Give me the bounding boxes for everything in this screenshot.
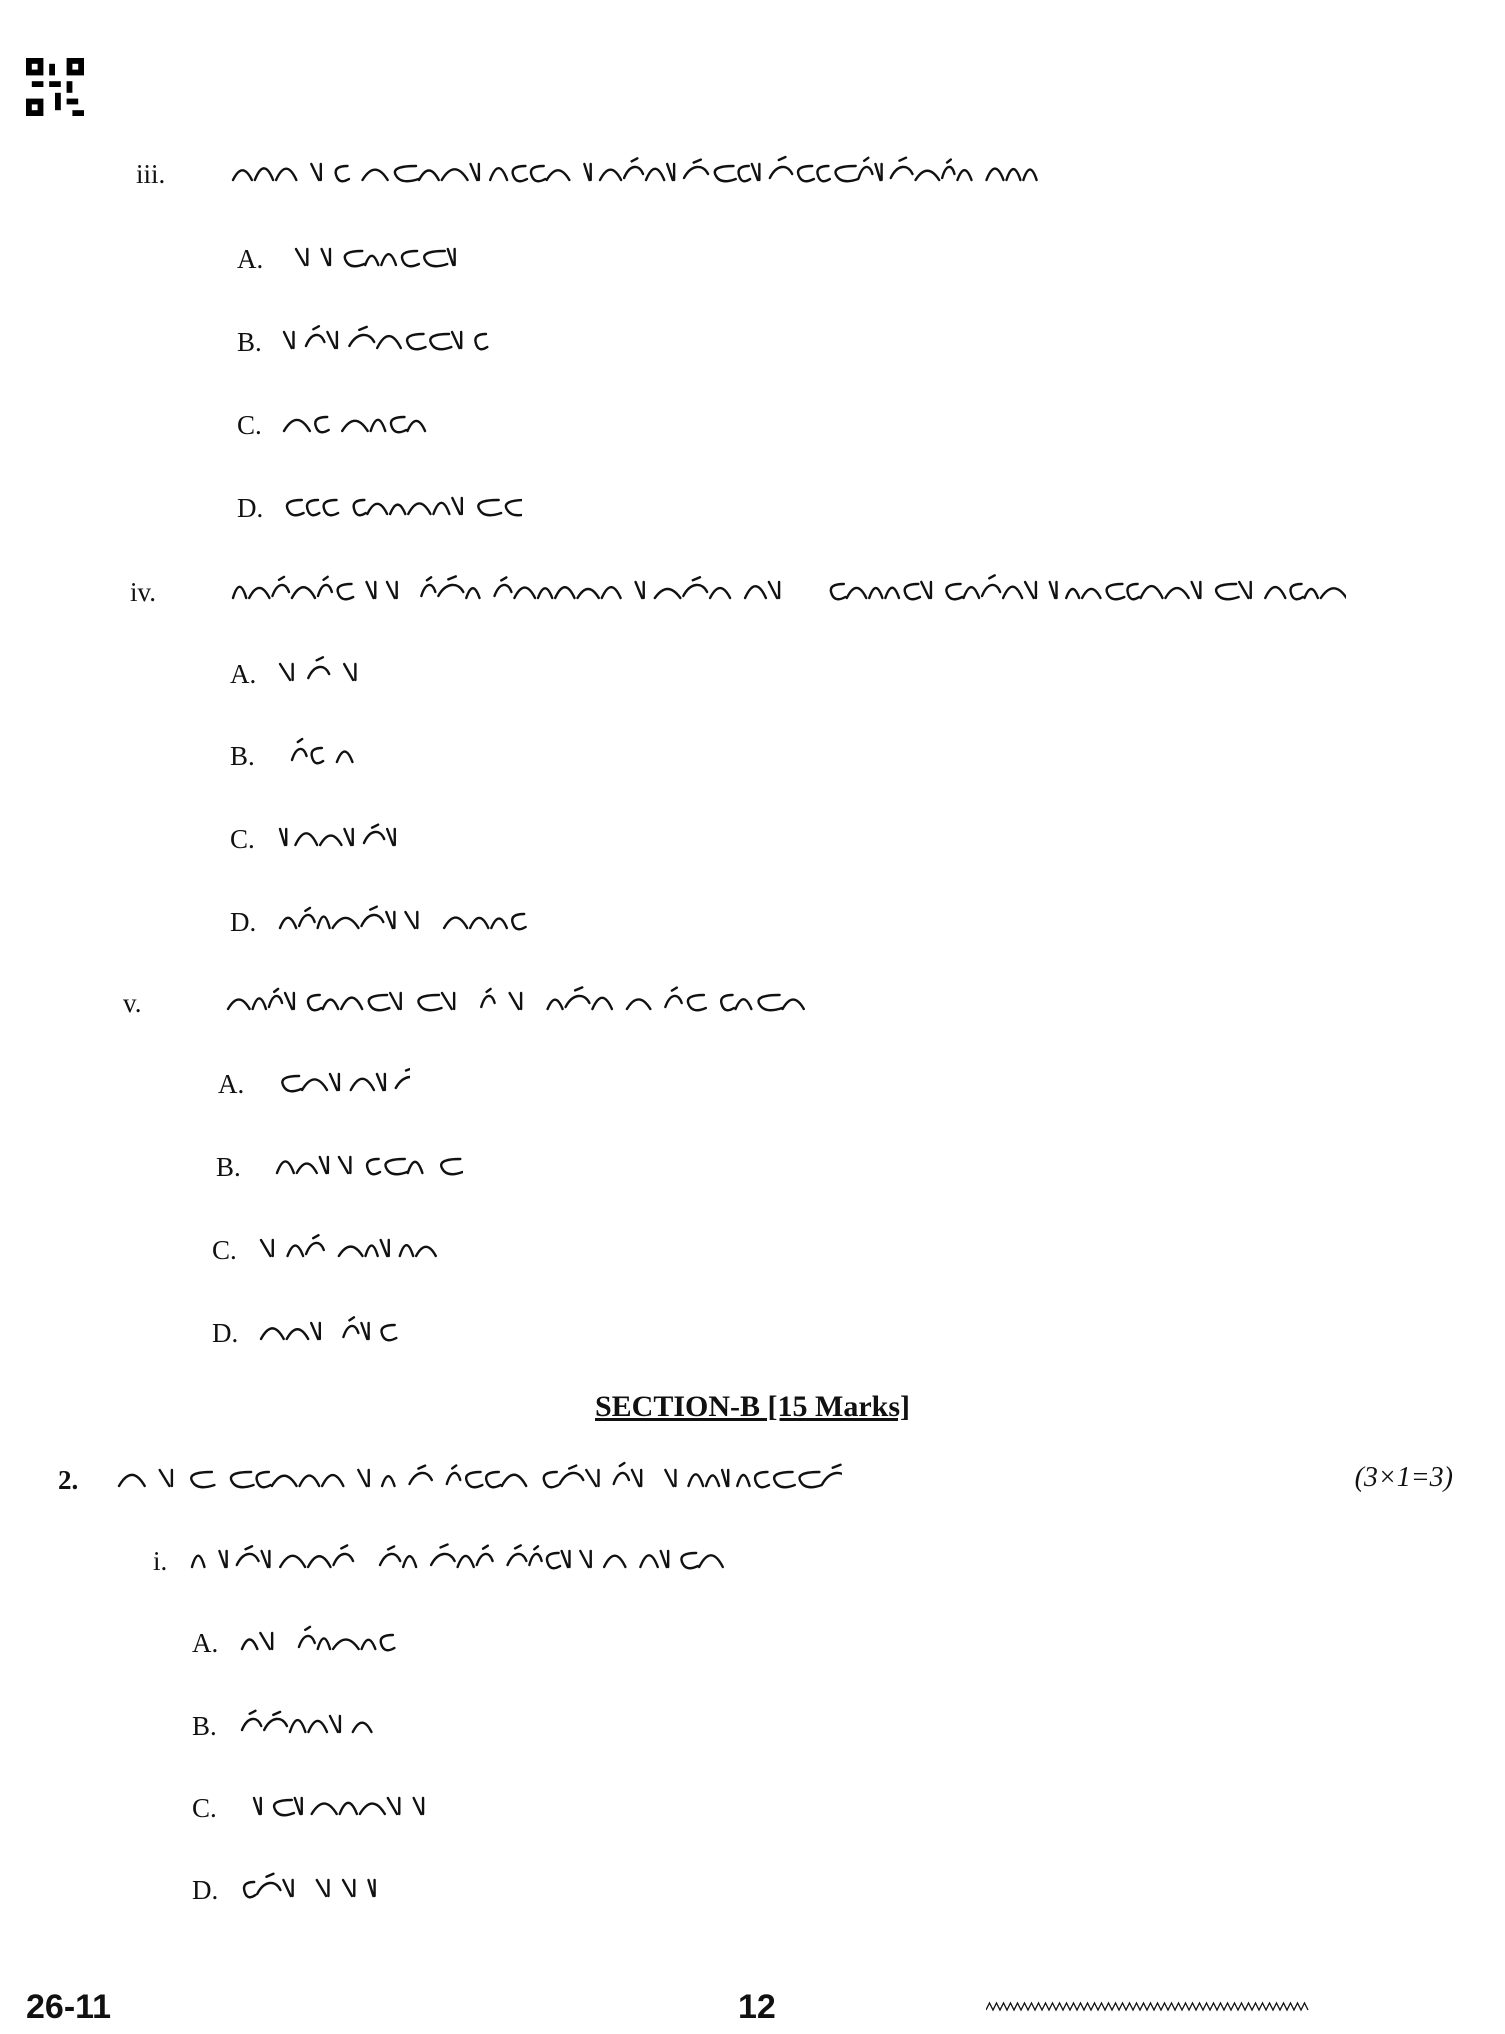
question-number: v. [123, 988, 142, 1018]
decorative-wave-line [986, 2000, 1312, 2021]
option-text [265, 1064, 410, 1098]
option-text [240, 1870, 385, 1904]
option-text [282, 488, 522, 522]
question-number: iv. [130, 577, 156, 607]
option-label: A. [192, 1628, 219, 1658]
option-text [259, 1230, 444, 1264]
option-text [282, 322, 502, 356]
question-text [178, 1541, 733, 1575]
question-number: iii. [136, 159, 166, 189]
option-label: B. [216, 1152, 241, 1182]
paper-code: 26-11 [26, 1988, 112, 2026]
question-number: 2. [58, 1465, 79, 1495]
option-text [278, 736, 368, 770]
option-label: C. [237, 410, 262, 440]
option-text [282, 239, 462, 273]
marks-allocation: (3×1=3) [1354, 1462, 1453, 1493]
option-label: A. [218, 1069, 245, 1099]
page-number: 12 [738, 1988, 776, 2026]
option-label: D. [237, 493, 264, 523]
option-label: B. [237, 327, 262, 357]
question-number: i. [153, 1546, 168, 1576]
option-label: D. [192, 1875, 219, 1905]
option-label: C. [212, 1235, 237, 1265]
question-text [231, 572, 1346, 606]
option-text [278, 819, 408, 853]
question-text [214, 983, 839, 1017]
option-text [240, 1788, 445, 1822]
question-text [117, 1460, 842, 1494]
option-text [278, 902, 538, 936]
section-title: SECTION-B [15 Marks] [594, 1390, 910, 1423]
option-label: D. [230, 907, 257, 937]
option-label: A. [237, 244, 264, 274]
option-text [240, 1623, 405, 1657]
option-text [282, 405, 442, 439]
option-text [263, 1147, 463, 1181]
option-label: C. [230, 824, 255, 854]
option-label: C. [192, 1793, 217, 1823]
option-label: A. [230, 659, 257, 689]
option-text [240, 1706, 400, 1740]
option-text [278, 654, 383, 688]
option-label: B. [230, 741, 255, 771]
qr-code [26, 58, 84, 116]
option-label: B. [192, 1711, 217, 1741]
option-text [259, 1313, 404, 1347]
option-label: D. [212, 1318, 239, 1348]
question-text [231, 154, 1051, 188]
